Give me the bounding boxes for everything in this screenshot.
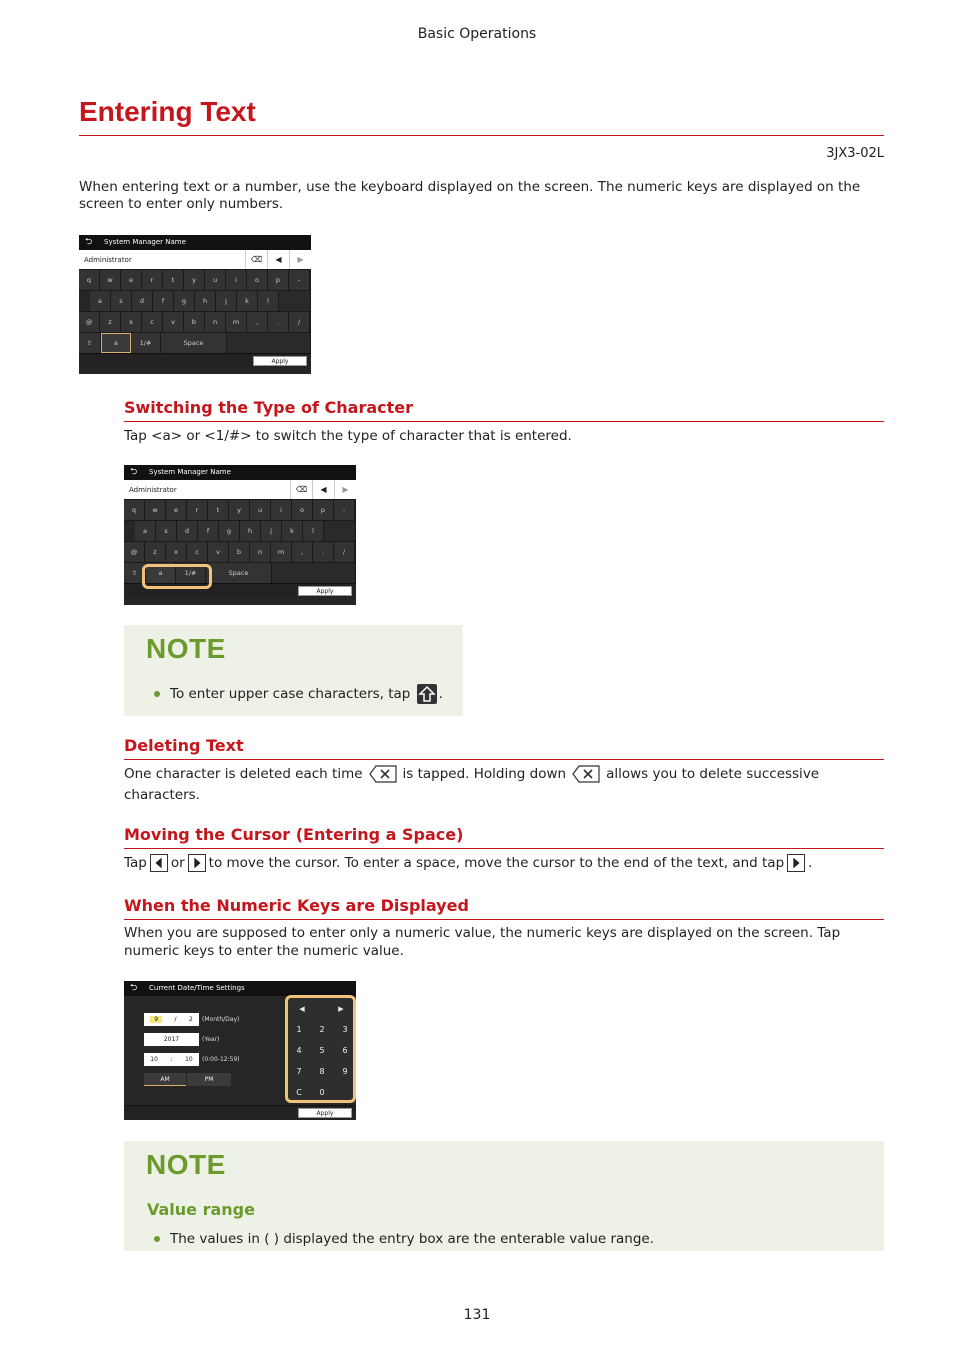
keyboard-key: j — [261, 521, 282, 541]
bottom-bar — [124, 1105, 356, 1120]
keyboard-key: k — [282, 521, 303, 541]
numpad-key: 9 — [342, 1066, 348, 1076]
keyboard-key: z — [145, 542, 166, 562]
key-blank — [272, 563, 356, 583]
space-key-label: Space — [228, 569, 249, 577]
keyboard-key: / — [289, 312, 310, 332]
keyboard-key: t — [163, 270, 184, 290]
space-key — [161, 333, 227, 353]
mode-key-symbol-label: 1/# — [184, 569, 197, 577]
key-blank — [355, 500, 356, 520]
screen-title: System Manager Name — [149, 468, 231, 476]
title-rule — [79, 135, 884, 136]
page-number: 131 — [463, 1307, 491, 1323]
cursor-left-icon: ◀ — [312, 480, 334, 499]
keyboard-key: k — [237, 291, 258, 311]
note-label: NOTE — [146, 633, 226, 664]
space-key — [206, 563, 272, 583]
shift-icon: ⇧ — [124, 563, 146, 583]
month-value: 9 — [150, 1016, 162, 1023]
keyboard-key: n — [205, 312, 226, 332]
keyboard-key: . — [268, 312, 289, 332]
keyboard-screenshot-1 — [79, 235, 311, 374]
keyboard-key: g — [174, 291, 195, 311]
mode-row — [79, 332, 311, 353]
cursor-left-icon — [150, 854, 168, 872]
am-button: AM — [144, 1073, 186, 1086]
key-blank — [324, 521, 356, 541]
keyboard-key: r — [187, 500, 208, 520]
year-value: 2017 — [163, 1036, 180, 1043]
keyboard-key: m — [271, 542, 292, 562]
space-key-label: Space — [183, 339, 204, 347]
keyboard-key: r — [142, 270, 163, 290]
section-rule — [124, 919, 884, 920]
back-icon: ⮌ — [130, 983, 138, 993]
note-bullet-text: To enter upper case characters, tap — [170, 686, 411, 702]
mode-key-symbol — [131, 333, 161, 353]
numpad-key: 4 — [296, 1045, 302, 1055]
keyboard-key: f — [153, 291, 174, 311]
keyboard-key: x — [166, 542, 187, 562]
keyboard-key: h — [195, 291, 216, 311]
cursor-text-3: to move the cursor. To enter a space, move the cursor to the end of the text, and tap — [208, 855, 785, 871]
key-row — [79, 311, 311, 332]
key-row — [79, 290, 311, 311]
screen-title-bar — [124, 981, 356, 996]
keyboard-key: h — [240, 521, 261, 541]
cursor-text-4: . — [808, 855, 813, 871]
cursor-right-icon — [188, 854, 206, 872]
keyboard-key: i — [226, 270, 247, 290]
intro-paragraph: When entering text or a number, use the keyboard displayed on the screen. The numeric keys are displayed on the screen to enter only numbers. — [79, 179, 861, 212]
keyboard-key: x — [121, 312, 142, 332]
numpad-right-icon: ▶ — [338, 1005, 344, 1013]
back-icon: ⮌ — [85, 237, 93, 247]
numpad-key: 5 — [319, 1045, 325, 1055]
time-label: (0:00-12:59) — [202, 1056, 240, 1063]
key-row — [124, 520, 356, 541]
keyboard-key: d — [132, 291, 153, 311]
key-blank — [310, 270, 311, 290]
key-row — [124, 499, 356, 520]
key-blank — [227, 333, 311, 353]
keyboard-key: p — [268, 270, 289, 290]
keyboard-key: y — [229, 500, 250, 520]
keyboard-key: , — [247, 312, 268, 332]
backspace-icon — [369, 765, 397, 783]
running-header: Basic Operations — [417, 26, 537, 42]
numpad-key: C — [296, 1087, 302, 1097]
cursor-right-icon: ▶ — [334, 480, 356, 499]
pm-button: PM — [187, 1073, 231, 1086]
keyboard-key: q — [79, 270, 100, 290]
deleting-text-2: is tapped. Holding down — [402, 766, 567, 782]
minute-value: 10 — [185, 1056, 193, 1063]
key-blank — [355, 542, 356, 562]
note-bullet — [154, 684, 443, 704]
keyboard-key: m — [226, 312, 247, 332]
note-box-2 — [124, 1141, 884, 1251]
numpad-key: 1 — [296, 1024, 302, 1034]
section-rule — [124, 421, 884, 422]
keyboard-key: s — [111, 291, 132, 311]
keyboard-key: . — [313, 542, 334, 562]
mode-key-a-label: a — [158, 569, 163, 577]
apply-button: Apply — [298, 586, 352, 596]
keyboard-key: a — [135, 521, 156, 541]
keyboard-key: w — [145, 500, 166, 520]
day-value: 2 — [188, 1016, 193, 1023]
time-separator: : — [170, 1056, 173, 1063]
keyboard-key: c — [142, 312, 163, 332]
cursor-text-1: Tap — [124, 855, 147, 871]
note-label: NOTE — [146, 1149, 226, 1180]
cursor-left-icon: ◀ — [267, 250, 289, 269]
keyboard-key: @ — [124, 542, 145, 562]
page-title: Entering Text — [79, 96, 256, 127]
keyboard-key: p — [313, 500, 334, 520]
numpad-key: 7 — [296, 1066, 302, 1076]
keyboard-key: j — [216, 291, 237, 311]
numpad-key: 3 — [342, 1024, 348, 1034]
deleting-text-3: allows you to delete successive characters. — [124, 766, 820, 803]
numpad-left-icon: ◀ — [299, 1005, 305, 1013]
keyboard-screenshot-2 — [124, 465, 356, 605]
note-bullet-period: . — [438, 686, 443, 702]
month-day-label: (Month/Day) — [202, 1016, 240, 1023]
cursor-right-icon — [787, 854, 805, 872]
keyboard-key: z — [100, 312, 121, 332]
shift-icon — [417, 684, 437, 704]
screen-title: Current Date/Time Settings — [149, 984, 245, 992]
cursor-right-icon: ▶ — [289, 250, 311, 269]
keyboard-key: l — [303, 521, 324, 541]
year-label: (Year) — [202, 1036, 220, 1043]
numpad-key: 0 — [319, 1087, 325, 1097]
key-blank — [310, 312, 311, 332]
keyboard-key: u — [250, 500, 271, 520]
numpad-key: 8 — [319, 1066, 325, 1076]
keyboard-key: b — [229, 542, 250, 562]
cursor-paragraph — [124, 853, 884, 874]
keyboard-key: o — [292, 500, 313, 520]
backspace-icon: ⌫ — [245, 250, 267, 269]
keyboard-key: n — [250, 542, 271, 562]
mode-key-a-label: a — [114, 339, 118, 347]
keyboard-key: a — [90, 291, 111, 311]
apply-button: Apply — [253, 356, 307, 366]
keyboard-key: e — [166, 500, 187, 520]
text-entry-box — [124, 480, 356, 499]
keyboard-key: y — [184, 270, 205, 290]
note-bullet — [154, 1231, 654, 1247]
section-rule — [124, 759, 884, 760]
highlight-frame — [142, 564, 212, 589]
keyboard-key: b — [184, 312, 205, 332]
year-field — [144, 1033, 199, 1046]
note-subheading: Value range — [147, 1200, 255, 1219]
cursor-text-2: or — [170, 855, 185, 871]
text-entry-box — [79, 250, 311, 269]
keyboard-key: v — [163, 312, 184, 332]
keyboard-key: v — [208, 542, 229, 562]
numpad-key: 6 — [342, 1045, 348, 1055]
keyboard-key: o — [247, 270, 268, 290]
deleting-paragraph — [124, 764, 864, 806]
keyboard-key: q — [124, 500, 145, 520]
time-field — [144, 1053, 199, 1066]
hour-value: 10 — [150, 1056, 158, 1063]
document-id: 3JX3-02L — [826, 146, 884, 161]
section-rule — [124, 848, 884, 849]
note-box-1 — [124, 625, 463, 716]
keyboard-key: w — [100, 270, 121, 290]
keyboard-key: - — [289, 270, 310, 290]
keyboard-key: - — [334, 500, 355, 520]
keyboard-key: g — [219, 521, 240, 541]
keyboard-key: f — [198, 521, 219, 541]
mode-key-a — [101, 333, 131, 353]
switching-paragraph: Tap <a> or <1/#> to switch the type of character that is entered. — [124, 428, 572, 444]
keyboard-key: t — [208, 500, 229, 520]
deleting-text-1: One character is deleted each time — [124, 766, 363, 782]
numeric-screenshot — [124, 981, 356, 1120]
keyboard-key: / — [334, 542, 355, 562]
numeric-paragraph: When you are supposed to enter only a numeric value, the numeric keys are displayed on the screen. Tap numeric keys to enter the numeric value. — [124, 925, 841, 959]
key-blank — [279, 291, 311, 311]
backspace-icon: ⌫ — [290, 480, 312, 499]
numpad-key: 2 — [319, 1024, 325, 1034]
shift-icon: ⇧ — [79, 333, 101, 353]
screen-title-bar — [124, 465, 356, 480]
backspace-icon — [572, 765, 600, 783]
keyboard-key: , — [292, 542, 313, 562]
entry-text: Administrator — [129, 485, 177, 494]
section-heading-deleting: Deleting Text — [124, 736, 244, 755]
entry-text: Administrator — [84, 255, 132, 264]
keyboard-key: s — [156, 521, 177, 541]
month-day-field — [144, 1013, 199, 1026]
section-heading-switching: Switching the Type of Character — [124, 398, 414, 417]
bottom-bar — [79, 353, 311, 367]
key-row — [79, 269, 311, 290]
mode-key-symbol-label: 1/# — [139, 339, 152, 347]
screen-title-bar — [79, 235, 311, 250]
bullet-dot-icon — [154, 691, 160, 697]
note-bullet-text: The values in ( ) displayed the entry box are the enterable value range. — [170, 1231, 655, 1247]
bullet-dot-icon — [154, 1236, 160, 1242]
keyboard-key: i — [271, 500, 292, 520]
back-icon: ⮌ — [130, 467, 138, 477]
keyboard-key: d — [177, 521, 198, 541]
apply-button: Apply — [298, 1108, 352, 1118]
key-row — [124, 541, 356, 562]
highlight-frame — [285, 995, 356, 1103]
keyboard-key: u — [205, 270, 226, 290]
section-heading-cursor: Moving the Cursor (Entering a Space) — [124, 825, 464, 844]
keyboard-key: c — [187, 542, 208, 562]
keyboard-key: l — [258, 291, 279, 311]
section-heading-numeric: When the Numeric Keys are Displayed — [124, 896, 469, 915]
screen-title: System Manager Name — [104, 238, 186, 246]
keyboard-key: e — [121, 270, 142, 290]
keyboard-key: @ — [79, 312, 100, 332]
date-separator: / — [174, 1016, 177, 1023]
